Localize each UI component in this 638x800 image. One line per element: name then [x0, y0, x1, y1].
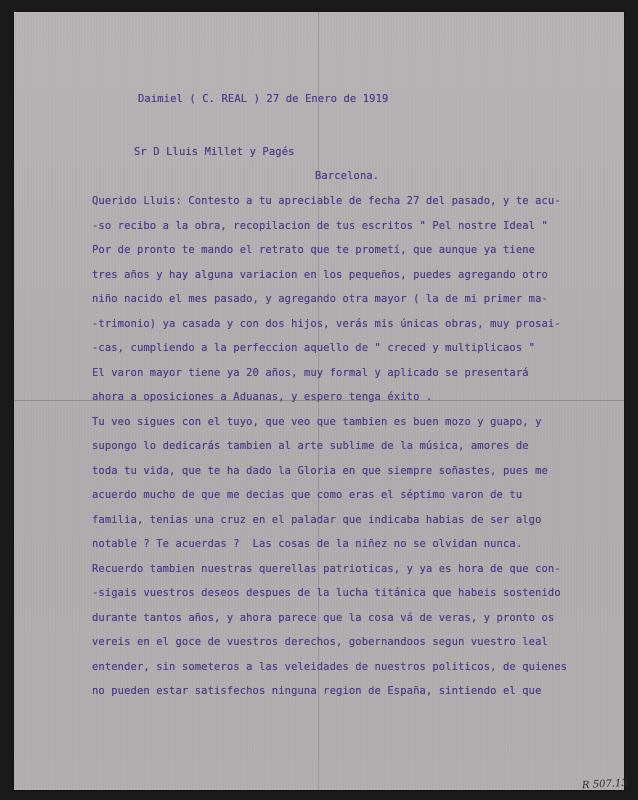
body-line: Por de pronto te mando el retrato que te prometí, que aunque ya tiene: [92, 244, 536, 256]
body-line: -cas, cumpliendo a la perfeccion aquello de " creced y multiplicaos ": [92, 342, 536, 354]
body-line: acuerdo mucho de que me decias que como eras el séptimo varon de tu: [92, 489, 523, 501]
body-line: tres años y hay alguna variacion en los pequeños, puedes agregando otro: [92, 268, 548, 281]
catalog-mark: R 507.13: [582, 777, 629, 792]
body-line: entender, sin someteros a las veleidades de nuestros politicos, de quienes: [92, 660, 568, 673]
body-line: vereis en el goce de vuestros derechos, gobernandoos segun vuestro leal: [92, 636, 548, 648]
body-line: no pueden estar satisfechos ninguna region de España, sintiendo el que: [92, 685, 542, 697]
body-line: -sigais vuestros deseos despues de la lucha titánica que habeis sostenido: [92, 587, 561, 599]
body-line: Querido Lluis: Contesto a tu apreciable de fecha 27 del pasado, y te acu-: [92, 195, 561, 207]
body-line: notable ? Te acuerdas ? Las cosas de la niñez no se olvidan nunca.: [92, 538, 523, 550]
body-line: ahora a oposiciones a Aduanas, y espero tenga éxito .: [92, 391, 433, 403]
body-line: niño nacido el mes pasado, y agregando otra mayor ( la de mi primer ma-: [92, 293, 548, 305]
body-line: El varon mayor tiene ya 20 años, muy formal y aplicado se presentará: [92, 366, 529, 379]
body-line: toda tu vida, que te ha dado la Gloria en que siempre soñastes, pues me: [92, 464, 548, 477]
body-line: Tu veo sigues con el tuyo, que veo que tambien es buen mozo y guapo, y: [92, 415, 542, 428]
body-line: durante tantos años, y ahora parece que la cosa vá de veras, y pronto os: [92, 611, 555, 624]
body-line: Recuerdo tambien nuestras querellas patrioticas, y ya es hora de que con-: [92, 562, 561, 575]
body-line: supongo lo dedicarás tambien al arte sublime de la música, amores de: [92, 440, 529, 452]
recipient-line: Sr D Lluis Millet y Pagés: [134, 146, 295, 158]
date-line: Daimiel ( C. REAL ) 27 de Enero de 1919: [138, 93, 389, 105]
body-line: -so recibo a la obra, recopilacion de tus escritos " Pel nostre Ideal ": [92, 219, 548, 232]
city-line: Barcelona.: [315, 170, 380, 182]
body-line: familia, tenias una cruz en el paladar que indicaba habias de ser algo: [92, 513, 542, 526]
body-line: -trimonio) ya casada y con dos hijos, verás mis únicas obras, muy prosai-: [92, 317, 561, 330]
